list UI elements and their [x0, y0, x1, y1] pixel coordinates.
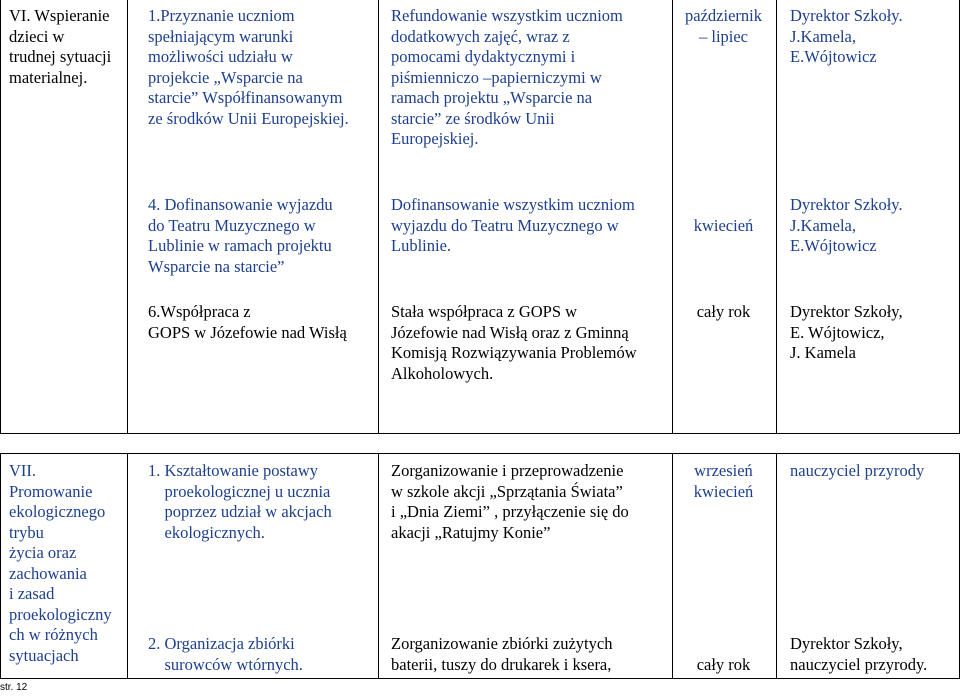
task-cell: 2. Organizacja zbiórki surowców wtórnych.: [148, 634, 303, 674]
column-divider: [378, 454, 379, 678]
method-cell: Stała współpraca z GOPS w Józefowie nad Wisłą oraz z Gminną Komisją Rozwiązywania Problemów Alkoholowych.: [391, 302, 637, 383]
method-cell: Zorganizowanie i przeprowadzenie w szkole akcji „Sprzątania Świata” i „Dnia Ziemi” , przyłączenie się do akacji „Ratujmy Konie”: [391, 461, 629, 542]
task-cell: 1.Przyznanie uczniom spełniającym warunki możliwości udziału w projekcie „Wsparcie na starcie” Współfinansowanym ze środków Unii Europejskiej.: [148, 6, 349, 128]
column-divider: [378, 0, 379, 433]
responsible-cell: Dyrektor Szkoły, nauczyciel przyrody.: [790, 634, 928, 674]
section-vii-title: VII. Promowanie ekologicznego trybu życia oraz zachowania i zasad proekologiczny ch w różnych sytuacjach: [9, 461, 112, 665]
term-cell: wrzesień kwiecień: [693, 461, 754, 501]
responsible-cell: Dyrektor Szkoły, E. Wójtowicz, J. Kamela: [790, 302, 903, 362]
column-divider: [776, 454, 777, 678]
task-cell: 6.Współpraca z GOPS w Józefowie nad Wisłą: [148, 302, 347, 342]
term-cell: kwiecień: [693, 216, 754, 235]
column-divider: [127, 454, 128, 678]
responsible-cell: Dyrektor Szkoły. J.Kamela, E.Wójtowicz: [790, 195, 903, 255]
method-cell: Dofinansowanie wszystkim uczniom wyjazdu do Teatru Muzycznego w Lublinie.: [391, 195, 635, 255]
term-cell: cały rok: [696, 655, 751, 674]
page-number: str. 12: [0, 682, 28, 693]
term-cell: cały rok: [696, 302, 751, 321]
method-cell: Zorganizowanie zbiórki zużytych baterii, tuszy do drukarek i ksera,: [391, 634, 613, 674]
column-divider: [127, 0, 128, 433]
task-cell: 4. Dofinansowanie wyjazdu do Teatru Muzycznego w Lublinie w ramach projektu Wsparcie na starcie”: [148, 195, 333, 276]
section-vi-title: VI. Wspieranie dzieci w trudnej sytuacji materialnej.: [9, 6, 112, 87]
term-cell: październik – lipiec: [685, 6, 762, 46]
method-cell: Refundowanie wszystkim uczniom dodatkowych zajęć, wraz z pomocami dydaktycznymi i piśmienniczo –papierniczymi w ramach projektu „Wsparcie na starcie” ze środków Unii Europejskiej.: [391, 6, 623, 148]
responsible-cell: nauczyciel przyrody: [790, 461, 925, 480]
column-divider: [776, 0, 777, 433]
task-cell: 1. Kształtowanie postawy proekologicznej u ucznia poprzez udział w akcjach ekologicznych.: [148, 461, 332, 542]
responsible-cell: Dyrektor Szkoły. J.Kamela, E.Wójtowicz: [790, 6, 903, 66]
